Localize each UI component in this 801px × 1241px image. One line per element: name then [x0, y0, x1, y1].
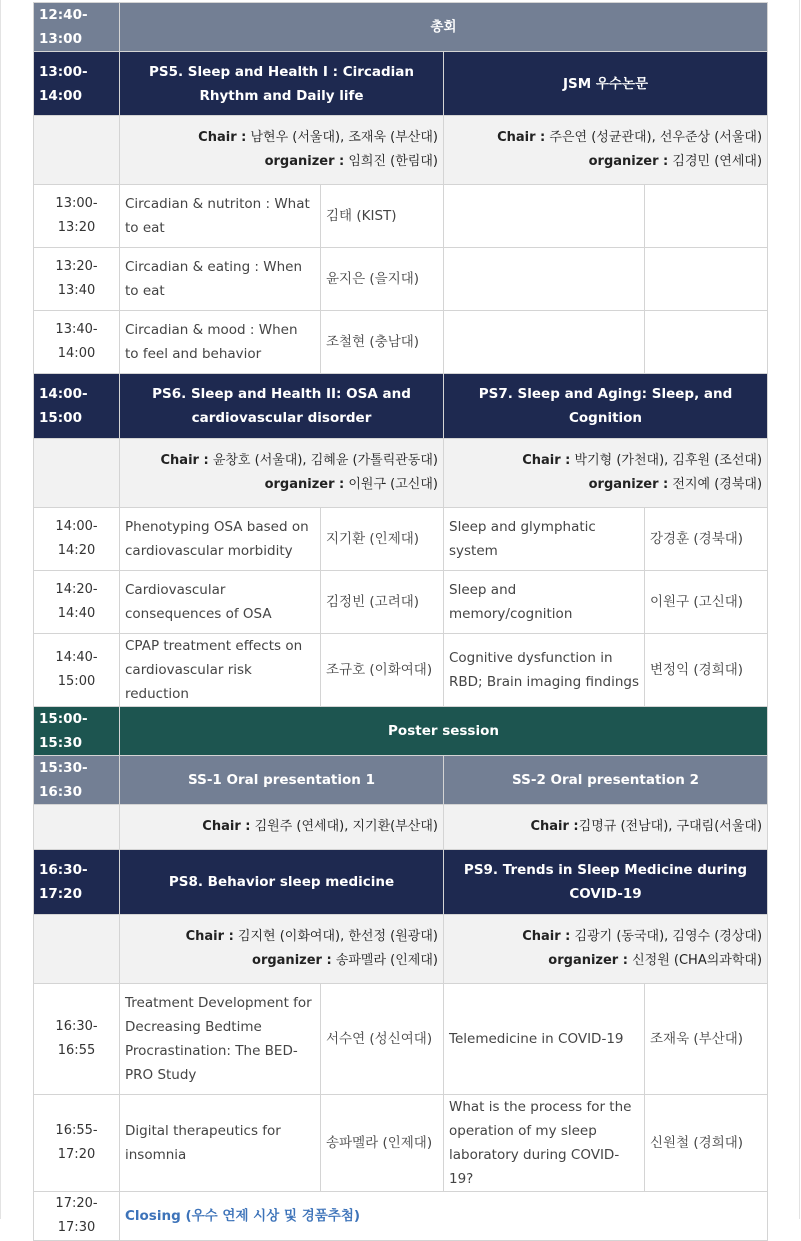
empty-cell — [34, 439, 120, 508]
topic-cell-right: Telemedicine in COVID-19 — [444, 984, 645, 1095]
table-row — [34, 248, 768, 311]
organizer-name: 전지예 (경북대) — [672, 477, 763, 492]
session-title-right: PS9. Trends in Sleep Medicine during COVID-19 — [444, 850, 768, 915]
time-cell: 16:55-17:20 — [34, 1095, 120, 1192]
chair-label: Chair : — [185, 929, 234, 944]
empty-cell — [444, 311, 645, 374]
chair-names: 김명규 (전남대), 구대림(서울대) — [578, 819, 763, 834]
session-title-left: PS8. Behavior sleep medicine — [120, 850, 444, 915]
session-title-right: SS-2 Oral presentation 2 — [444, 756, 768, 805]
empty-cell — [645, 311, 768, 374]
chair-label: Chair : — [198, 130, 247, 145]
time-cell: 15:00-15:30 — [34, 707, 120, 756]
chair-label: Chair : — [497, 130, 546, 145]
chair-info-left — [120, 915, 444, 984]
speaker-cell-right: 변정익 (경희대) — [645, 634, 768, 707]
topic-cell: Phenotyping OSA based on cardiovascular morbidity — [120, 508, 321, 571]
chair-names: 김원주 (연세대), 지기환(부산대) — [254, 819, 438, 834]
topic-cell: Circadian & mood : When to feel and behavior — [120, 311, 321, 374]
row-closing — [34, 1192, 768, 1241]
organizer-label: organizer : — [548, 953, 628, 968]
table-row — [34, 508, 768, 571]
speaker-cell: 지기환 (인제대) — [321, 508, 444, 571]
topic-cell: CPAP treatment effects on cardiovascular risk reduction — [120, 634, 321, 707]
session-header-row — [34, 850, 768, 915]
time-cell: 14:40-15:00 — [34, 634, 120, 707]
organizer-label: organizer : — [264, 477, 345, 492]
empty-cell — [444, 248, 645, 311]
organizer-label: organizer : — [588, 154, 669, 169]
chair-info-left — [120, 805, 444, 850]
speaker-cell-right: 신원철 (경희대) — [645, 1095, 768, 1192]
chair-names: 박기형 (가천대), 김후원 (조선대) — [574, 453, 763, 468]
time-cell: 13:00-13:20 — [34, 185, 120, 248]
empty-cell — [444, 185, 645, 248]
empty-cell — [34, 116, 120, 185]
time-cell: 14:00-14:20 — [34, 508, 120, 571]
chair-names: 주은연 (성균관대), 선우준상 (서울대) — [549, 130, 763, 145]
topic-cell: Treatment Development for Decreasing Bedtime Procrastination: The BED-PRO Study — [120, 984, 321, 1095]
speaker-cell: 송파멜라 (인제대) — [321, 1095, 444, 1192]
chair-row — [34, 915, 768, 984]
table-row — [34, 634, 768, 707]
schedule-table — [33, 2, 768, 1241]
session-title-left: SS-1 Oral presentation 1 — [120, 756, 444, 805]
speaker-cell-right: 조재욱 (부산대) — [645, 984, 768, 1095]
empty-cell — [34, 805, 120, 850]
chair-label: Chair : — [522, 929, 571, 944]
topic-cell: Cardiovascular consequences of OSA — [120, 571, 321, 634]
session-header-row — [34, 756, 768, 805]
table-row — [34, 571, 768, 634]
chair-info-right — [444, 439, 768, 508]
topic-cell: Digital therapeutics for insomnia — [120, 1095, 321, 1192]
session-header-row — [34, 374, 768, 439]
organizer-label: organizer : — [252, 953, 332, 968]
table-row — [34, 185, 768, 248]
session-title-left: PS5. Sleep and Health I : Circadian Rhythm and Daily life — [120, 52, 444, 116]
topic-cell-right: Sleep and glymphatic system — [444, 508, 645, 571]
topic-cell: Circadian & nutriton : What to eat — [120, 185, 321, 248]
chair-label: Chair : — [160, 453, 209, 468]
chair-info-left — [120, 116, 444, 185]
chair-names: 윤창호 (서울대), 김혜윤 (가톨릭관동대) — [212, 453, 438, 468]
time-cell: 16:30-16:55 — [34, 984, 120, 1095]
organizer-name: 김경민 (연세대) — [672, 154, 763, 169]
chair-info-left — [120, 439, 444, 508]
empty-cell — [34, 915, 120, 984]
organizer-name: 이원구 (고신대) — [348, 477, 438, 492]
speaker-cell-right: 이원구 (고신대) — [645, 571, 768, 634]
chair-names: 남현우 (서울대), 조재욱 (부산대) — [250, 130, 438, 145]
table-row — [34, 311, 768, 374]
chair-label: Chair : — [530, 819, 579, 834]
time-cell: 14:20-14:40 — [34, 571, 120, 634]
speaker-cell: 서수연 (성신여대) — [321, 984, 444, 1095]
speaker-cell: 조철현 (충남대) — [321, 311, 444, 374]
time-cell: 15:30-16:30 — [34, 756, 120, 805]
page-border-right — [799, 0, 800, 1219]
time-cell: 16:30-17:20 — [34, 850, 120, 915]
chair-label: Chair : — [522, 453, 571, 468]
topic-cell: Circadian & eating : When to eat — [120, 248, 321, 311]
table-row — [34, 984, 768, 1095]
page-border-left — [0, 0, 1, 1219]
organizer-label: organizer : — [588, 477, 669, 492]
topic-cell-right: Sleep and memory/cognition — [444, 571, 645, 634]
table-row — [34, 1095, 768, 1192]
speaker-cell: 조규호 (이화여대) — [321, 634, 444, 707]
row-general-assembly — [34, 3, 768, 52]
time-cell: 13:20-13:40 — [34, 248, 120, 311]
speaker-cell: 김태 (KIST) — [321, 185, 444, 248]
organizer-name: 신정원 (CHA의과학대) — [632, 953, 763, 968]
session-header-row — [34, 52, 768, 116]
time-cell: 12:40-13:00 — [34, 3, 120, 52]
chair-row — [34, 116, 768, 185]
time-cell: 13:00-14:00 — [34, 52, 120, 116]
closing-title: Closing (우수 연제 시상 및 경품추첨) — [120, 1192, 768, 1241]
session-title-right: JSM 우수논문 — [444, 52, 768, 116]
topic-cell-right: Cognitive dysfunction in RBD; Brain imaging findings — [444, 634, 645, 707]
chair-names: 김광기 (동국대), 김영수 (경상대) — [574, 929, 763, 944]
speaker-cell: 윤지은 (을지대) — [321, 248, 444, 311]
time-cell: 13:40-14:00 — [34, 311, 120, 374]
session-title: Poster session — [120, 707, 768, 756]
topic-cell-right: What is the process for the operation of my sleep laboratory during COVID-19? — [444, 1095, 645, 1192]
organizer-label: organizer : — [264, 154, 345, 169]
empty-cell — [645, 248, 768, 311]
session-title: 총회 — [120, 3, 768, 52]
session-title-right: PS7. Sleep and Aging: Sleep, and Cognition — [444, 374, 768, 439]
session-title-left: PS6. Sleep and Health II: OSA and cardiovascular disorder — [120, 374, 444, 439]
speaker-cell: 김정빈 (고려대) — [321, 571, 444, 634]
time-cell: 14:00-15:00 — [34, 374, 120, 439]
chair-label: Chair : — [202, 819, 251, 834]
row-poster-session — [34, 707, 768, 756]
chair-info-right — [444, 915, 768, 984]
chair-row — [34, 439, 768, 508]
time-cell: 17:20-17:30 — [34, 1192, 120, 1241]
organizer-name: 송파멜라 (인제대) — [335, 953, 438, 968]
chair-info-right — [444, 116, 768, 185]
organizer-name: 임희진 (한림대) — [348, 154, 438, 169]
empty-cell — [645, 185, 768, 248]
chair-names: 김지현 (이화여대), 한선정 (원광대) — [237, 929, 438, 944]
chair-info-right — [444, 805, 768, 850]
speaker-cell-right: 강경훈 (경북대) — [645, 508, 768, 571]
chair-row — [34, 805, 768, 850]
